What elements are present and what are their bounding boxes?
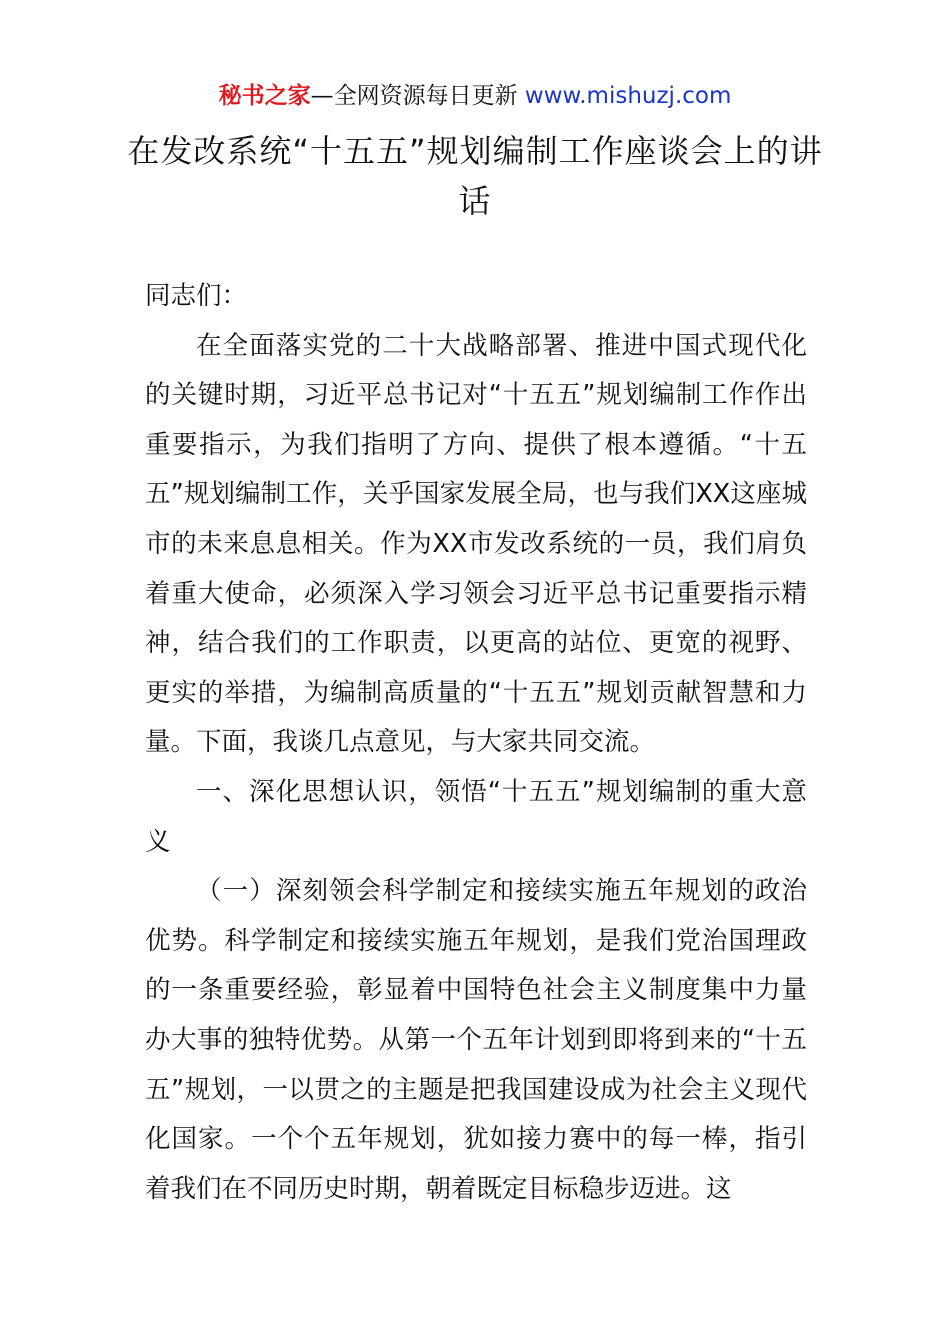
- section-heading-1: 一、深化思想认识，领悟“十五五”规划编制的重大意义: [145, 776, 807, 857]
- header-tagline: —全网资源每日更新: [310, 83, 525, 109]
- site-link[interactable]: www.mishuzj.com: [524, 83, 732, 109]
- site-header: [0, 80, 950, 112]
- document-title: 在发改系统“十五五”规划编制工作座谈会上的讲话: [127, 132, 823, 220]
- paragraph-subsection-1: （一）深刻领会科学制定和接续实施五年规划的政治优势。科学制定和接续实施五年规划，是我们党治国理政的一条重要经验，彰显着中国特色社会主义制度集中力量办大事的独特优势。从第一个五年计划到即将到来的“十五五”规划，一以贯之的主题是把我国建设成为社会主义现代化国家。一个个五年规划，犹如接力赛中的每一棒，指引着我们在不同历史时期，朝着既定目标稳步迈进。这: [145, 876, 807, 1204]
- paragraph-intro: 在全面落实党的二十大战略部署、推进中国式现代化的关键时期，习近平总书记对“十五五”规划编制工作作出重要指示，为我们指明了方向、提供了根本遵循。“十五五”规划编制工作，关乎国家发展全局，也与我们XX这座城市的未来息息相关。作为XX市发改系统的一员，我们肩负着重大使命，必须深入学习领会习近平总书记重要指示精神，结合我们的工作职责，以更高的站位、更宽的视野、更实的举措，为编制高质量的“十五五”规划贡献智慧和力量。下面，我谈几点意见，与大家共同交流。: [145, 330, 807, 758]
- salutation: 同志们：: [145, 281, 248, 311]
- brand-name: 秘书之家: [218, 83, 311, 109]
- document-body: [145, 272, 807, 1214]
